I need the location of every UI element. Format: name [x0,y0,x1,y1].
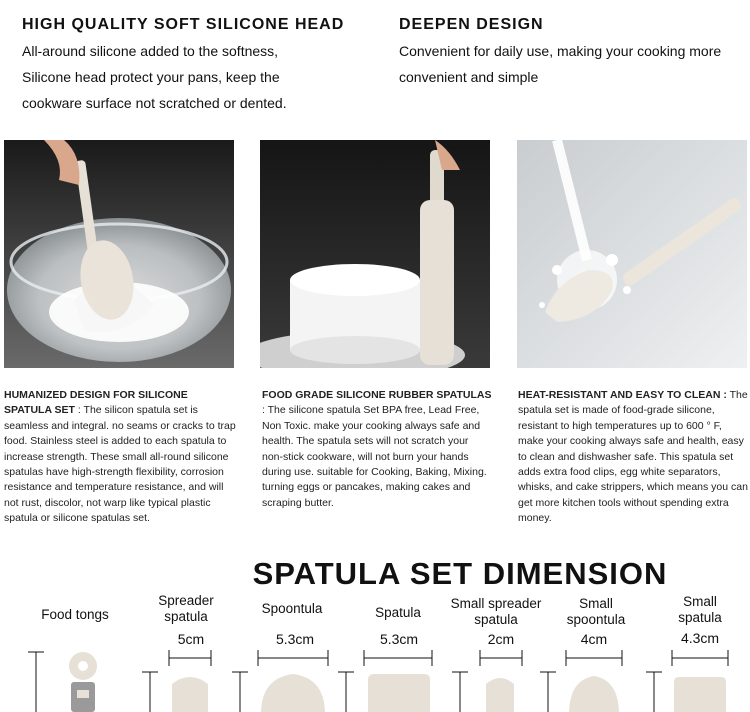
feature-body: : The silicon spatula set is seamless and integral. no seams or cracks to trap food. Stainless steel is added to each spatula to increase strength. These small all-round silicone spatulas have high-strength flexibility, corrosion resistance and temperature resistance, and will not rust, discolor, not warp like typical plastic spatula or silicone spatulas set. [4,404,236,525]
tool-name-small-spreader-spatula: Small spreader spatula [450,596,542,627]
feature-heading: HUMANIZED DESIGN FOR SILICONE SPATULA SET [4,389,188,417]
tool-name-spatula: Spatula [375,605,421,620]
measure-arrow [480,650,522,666]
soft-head-line: cookware surface not scratched or dented. [22,95,287,111]
deepen-title: DEEPEN DESIGN [399,16,544,33]
tool-name-food-tongs: Food tongs [41,607,109,622]
tool-name-small-spatula: Small spatula [678,594,722,625]
height-marker [646,672,662,712]
soft-head-line: Silicone head protect your pans, keep the [22,69,280,85]
food-tongs-head [69,652,97,712]
tool-name-small-spoontula: Small spoontula [566,596,626,627]
height-marker [540,672,556,712]
feature-body: : The silicone spatula Set BPA free, Lead Free, Non Toxic. make your cooking always safe and health. The spatula sets will not scratch your non-stick cookware, will not burn your hands during use. suitable for Cooking, Baking, Mixing. turning eggs or pancakes, making cakes and scraping butter. [262,404,487,509]
small-spatula-head [674,677,726,712]
measure-spreader-spatula: 5cm [177,631,205,647]
deepen-text [399,38,744,90]
measure-arrow [364,650,432,666]
measure-small-spreader-spatula: 2cm [487,631,515,647]
feature-humanized [4,388,236,527]
height-marker [452,672,468,712]
dimension-drawing [0,640,750,712]
soft-head-text [22,38,382,116]
feature-heading: HEAT-RESISTANT AND EASY TO CLEAN : [518,389,727,401]
bowl-mixing-photo [4,140,234,368]
spoontula-head [261,674,325,712]
feature-heat-resistant [518,388,748,527]
measure-arrow [566,650,622,666]
measure-spoontula: 5.3cm [275,631,315,647]
dimension-title: SPATULA SET DIMENSION [252,556,668,591]
soft-head-line: All-around silicone added to the softness, [22,43,279,59]
measure-arrow [672,650,728,666]
measure-arrow [169,650,211,666]
small-spoontula-head [569,676,619,712]
tool-name-spreader-spatula: Spreader spatula [158,593,214,624]
measure-small-spatula: 4.3cm [680,630,720,646]
deepen-line: Convenient for daily use, making your cooking more [399,43,722,59]
feature-food-grade [262,388,492,511]
height-marker [142,672,158,712]
soft-head-title: HIGH QUALITY SOFT SILICONE HEAD [22,16,345,33]
small-spreader-spatula-head [486,678,514,712]
spreader-spatula-head [172,677,208,712]
spatula-head [368,674,430,712]
water-splash-photo [517,140,747,368]
feature-body: The spatula set is made of food-grade silicone, resistant to high temperatures up to 600 ° F, make your cooking always safe and health, easy to clean and dishwasher safe. This spatula set adds extra food clips, egg white separators, whisks, and cake strippers, which means you can get more kitchen tools without spending extra money. [518,389,748,525]
feature-heading: FOOD GRADE SILICONE RUBBER SPATULAS [262,389,492,401]
height-marker [28,652,44,712]
cake-photo [260,140,490,368]
height-marker [232,672,248,712]
height-marker [338,672,354,712]
tool-name-spoontula: Spoontula [261,601,323,616]
deepen-line: convenient and simple [399,69,539,85]
measure-spatula: 5.3cm [379,631,419,647]
measure-small-spoontula: 4cm [580,631,608,647]
measure-arrow [258,650,328,666]
